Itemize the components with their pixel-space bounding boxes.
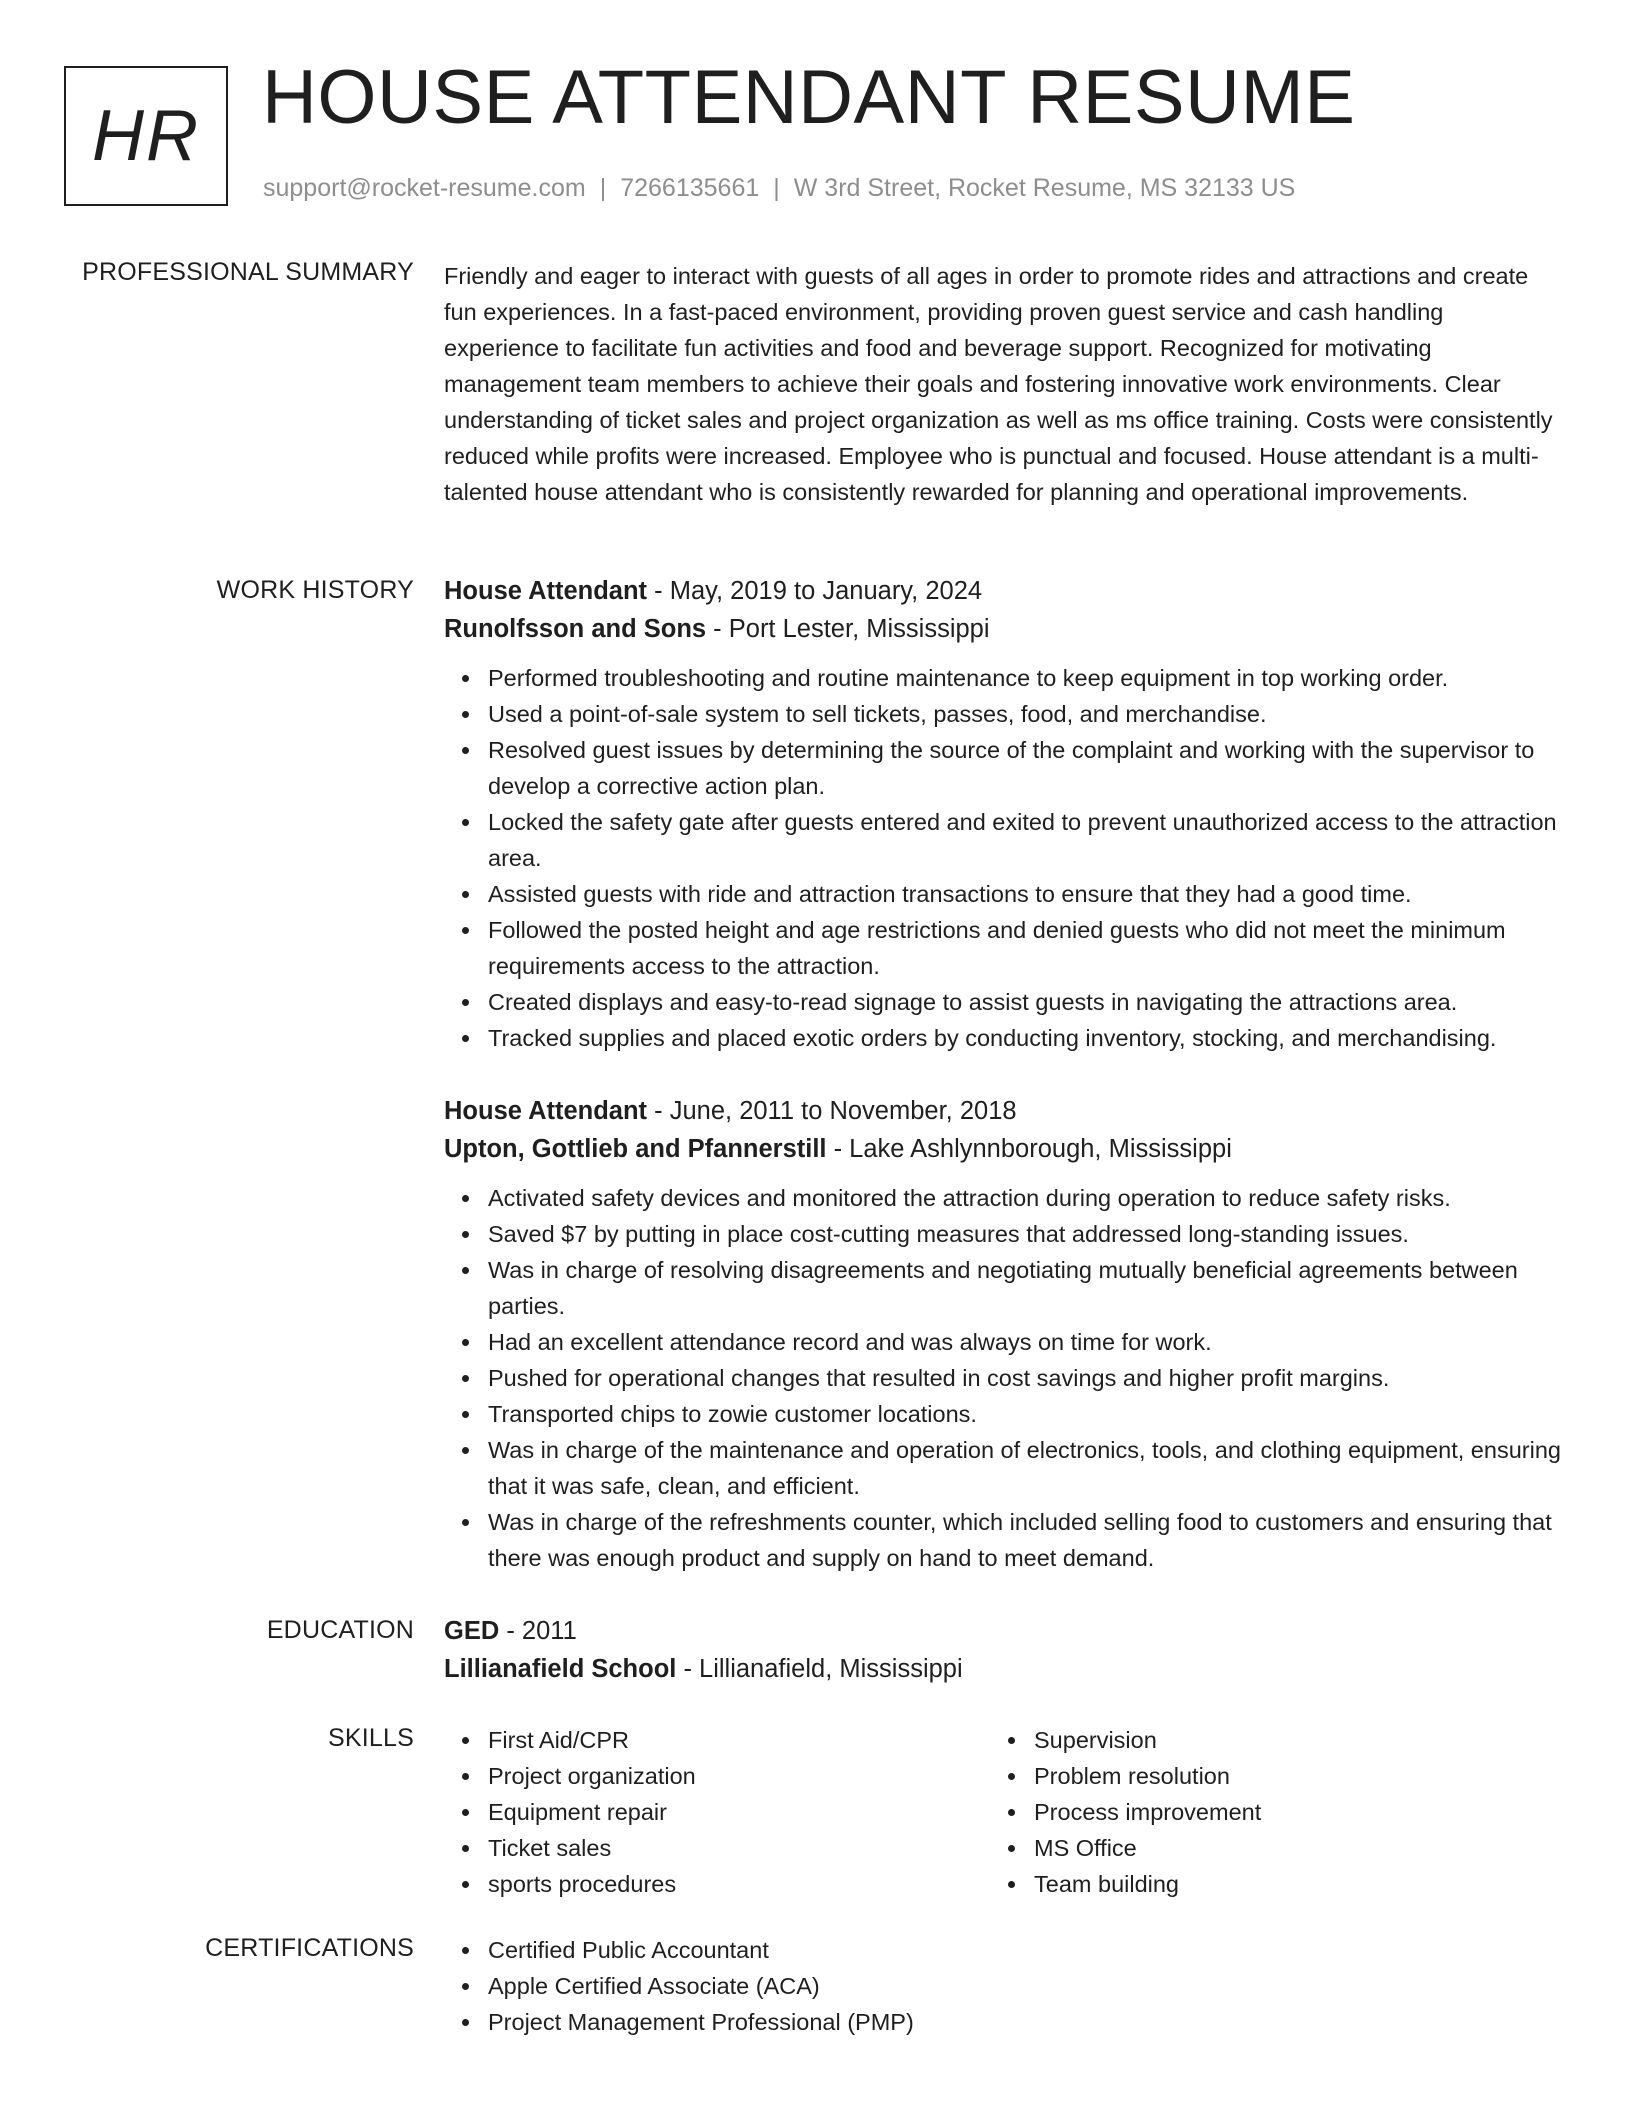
skills-section bbox=[444, 1722, 1564, 1902]
list-item: Used a point-of-sale system to sell tickets, passes, food, and merchandise. bbox=[488, 696, 1564, 732]
education-degree-line bbox=[444, 1612, 1564, 1650]
summary-section-label: PROFESSIONAL SUMMARY bbox=[82, 258, 414, 286]
job-title-line bbox=[444, 572, 1564, 610]
list-item: Created displays and easy-to-read signage to assist guests in navigating the attractions area. bbox=[488, 984, 1564, 1020]
list-item: First Aid/CPR bbox=[488, 1722, 990, 1758]
education-section bbox=[444, 1612, 1564, 1688]
education-degree: GED bbox=[444, 1617, 500, 1645]
list-item: Tracked supplies and placed exotic orders by conducting inventory, stocking, and merchandising. bbox=[488, 1020, 1564, 1056]
list-item: Saved $7 by putting in place cost-cutting measures that addressed long-standing issues. bbox=[488, 1216, 1564, 1252]
job-dates: - June, 2011 to November, 2018 bbox=[647, 1097, 1017, 1125]
education-location: - Lillianafield, Mississippi bbox=[676, 1655, 963, 1683]
skills-list bbox=[990, 1722, 1490, 1902]
job-title: House Attendant bbox=[444, 577, 648, 605]
job-company: Upton, Gottlieb and Pfannerstill bbox=[444, 1135, 827, 1163]
summary-section bbox=[444, 258, 1564, 510]
list-item: Project organization bbox=[488, 1758, 990, 1794]
job-title: House Attendant bbox=[444, 1097, 648, 1125]
list-item: Apple Certified Associate (ACA) bbox=[488, 1968, 1564, 2004]
list-item: Equipment repair bbox=[488, 1794, 990, 1830]
education-school: Lillianafield School bbox=[444, 1655, 677, 1683]
job-duties-list bbox=[444, 660, 1564, 1056]
certifications-section bbox=[444, 1932, 1564, 2040]
job-location: - Lake Ashlynnborough, Mississippi bbox=[826, 1135, 1232, 1163]
education-school-line bbox=[444, 1650, 1564, 1688]
page-title: HOUSE ATTENDANT RESUME bbox=[262, 55, 1356, 140]
skills-column bbox=[990, 1722, 1490, 1902]
job-duties-list bbox=[444, 1180, 1564, 1576]
contact-separator: | bbox=[599, 174, 607, 202]
skills-column bbox=[444, 1722, 990, 1902]
contact-line bbox=[263, 174, 1295, 203]
contact-separator: | bbox=[773, 174, 780, 202]
monogram-initials: HR bbox=[92, 96, 200, 176]
list-item: Process improvement bbox=[1034, 1794, 1490, 1830]
certifications-list bbox=[444, 1932, 1564, 2040]
list-item: Pushed for operational changes that resulted in cost savings and higher profit margins. bbox=[488, 1360, 1564, 1396]
contact-phone: 7266135661 bbox=[620, 174, 760, 202]
work-history-section bbox=[444, 572, 1564, 1056]
job-company-line bbox=[444, 610, 1564, 648]
list-item: Project Management Professional (PMP) bbox=[488, 2004, 1564, 2040]
list-item: sports procedures bbox=[488, 1866, 990, 1902]
skills-section-label: SKILLS bbox=[328, 1724, 414, 1752]
list-item: Certified Public Accountant bbox=[488, 1932, 1564, 1968]
list-item: Was in charge of the refreshments counter, which included selling food to customers and ensuring that there was enough product and supply on hand to meet demand. bbox=[488, 1504, 1564, 1576]
education-section-label: EDUCATION bbox=[266, 1616, 414, 1644]
job-entry bbox=[444, 1092, 1564, 1576]
work-history-section-label: WORK HISTORY bbox=[216, 576, 414, 604]
list-item: Ticket sales bbox=[488, 1830, 990, 1866]
job-title-line bbox=[444, 1092, 1564, 1130]
job-dates: - May, 2019 to January, 2024 bbox=[647, 577, 983, 605]
contact-email: support@rocket-resume.com bbox=[263, 174, 586, 202]
certifications-section-label: CERTIFICATIONS bbox=[205, 1934, 414, 1962]
list-item: Problem resolution bbox=[1034, 1758, 1490, 1794]
list-item: Supervision bbox=[1034, 1722, 1490, 1758]
list-item: Team building bbox=[1034, 1866, 1490, 1902]
education-year: - 2011 bbox=[499, 1617, 577, 1645]
summary-text: Friendly and eager to interact with guests of all ages in order to promote rides and attractions and create fun experiences. In a fast-paced environment, providing proven guest service and cash handling experience to facilitate fun activities and food and beverage support. Recognized for motivating management team members to achieve their goals and fostering innovative work environments. Clear understanding of ticket sales and project organization as well as ms office training. Costs were consistently reduced while profits were increased. Employee who is punctual and focused. House attendant is a multi-talented house attendant who is consistently rewarded for planning and operational improvements. bbox=[444, 263, 1553, 505]
job-company-line bbox=[444, 1130, 1564, 1168]
job-entry bbox=[444, 572, 1564, 1056]
list-item: Had an excellent attendance record and was always on time for work. bbox=[488, 1324, 1564, 1360]
list-item: MS Office bbox=[1034, 1830, 1490, 1866]
job-company: Runolfsson and Sons bbox=[444, 615, 707, 643]
skills-grid bbox=[444, 1722, 1564, 1902]
job-location: - Port Lester, Mississippi bbox=[706, 615, 990, 643]
list-item: Was in charge of the maintenance and operation of electronics, tools, and clothing equipment, ensuring that it was safe, clean, and efficient. bbox=[488, 1432, 1564, 1504]
monogram-logo bbox=[64, 66, 228, 206]
list-item: Transported chips to zowie customer locations. bbox=[488, 1396, 1564, 1432]
contact-address: W 3rd Street, Rocket Resume, MS 32133 US bbox=[793, 174, 1296, 202]
list-item: Activated safety devices and monitored the attraction during operation to reduce safety risks. bbox=[488, 1180, 1564, 1216]
list-item: Was in charge of resolving disagreements and negotiating mutually beneficial agreements between parties. bbox=[488, 1252, 1564, 1324]
list-item: Locked the safety gate after guests entered and exited to prevent unauthorized access to the attraction area. bbox=[488, 804, 1564, 876]
list-item: Resolved guest issues by determining the source of the complaint and working with the supervisor to develop a corrective action plan. bbox=[488, 732, 1564, 804]
list-item: Followed the posted height and age restrictions and denied guests who did not meet the minimum requirements access to the attraction. bbox=[488, 912, 1564, 984]
skills-list bbox=[444, 1722, 990, 1902]
list-item: Performed troubleshooting and routine maintenance to keep equipment in top working order. bbox=[488, 660, 1564, 696]
list-item: Assisted guests with ride and attraction transactions to ensure that they had a good time. bbox=[488, 876, 1564, 912]
